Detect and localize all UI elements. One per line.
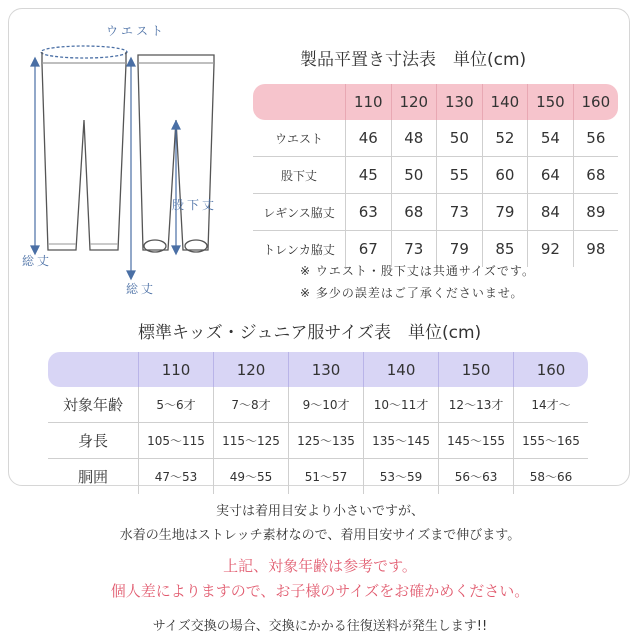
- table-row: [253, 120, 618, 157]
- row-label: 胴囲: [48, 459, 139, 495]
- size-header: 160: [573, 84, 618, 120]
- message-exchange-shipping: サイズ交換の場合、交換にかかる往復送料が発生します!!: [152, 619, 488, 634]
- table-cell: 54: [528, 120, 574, 157]
- table-cell: 47〜53: [139, 459, 214, 495]
- kids-table-title: 標準キッズ・ジュニア服サイズ表 単位(cm): [138, 323, 482, 343]
- table-row: [48, 423, 588, 459]
- table-cell: 55: [437, 157, 483, 194]
- table-row: [253, 194, 618, 231]
- table-cell: 79: [482, 194, 528, 231]
- table-cell: 51〜57: [289, 459, 364, 495]
- size-header: 130: [289, 352, 364, 387]
- size-header: 130: [437, 84, 483, 120]
- table-cell: 60: [482, 157, 528, 194]
- table-cell: 73: [437, 194, 483, 231]
- table-header-row: [253, 84, 618, 120]
- table-row: [48, 387, 588, 423]
- row-label: 股下丈: [253, 157, 346, 194]
- table-cell: 56: [573, 120, 618, 157]
- inseam-label: 股下丈: [172, 198, 218, 212]
- note-tolerance: ※ 多少の誤差はご了承くださいませ。: [300, 286, 524, 300]
- table-cell: 98: [573, 231, 618, 268]
- size-header: 110: [346, 84, 392, 120]
- header-blank: [253, 84, 346, 120]
- table-cell: 50: [391, 157, 437, 194]
- size-header: 120: [214, 352, 289, 387]
- table-cell: 155〜165: [514, 423, 588, 459]
- table-cell: 84: [528, 194, 574, 231]
- row-label: ウエスト: [253, 120, 346, 157]
- table-cell: 12〜13才: [439, 387, 514, 423]
- table-cell: 45: [346, 157, 392, 194]
- leggings-illustration: [41, 46, 127, 250]
- row-label: 対象年齢: [48, 387, 139, 423]
- total-length-label-right: 総丈: [126, 282, 157, 296]
- table-cell: 92: [528, 231, 574, 268]
- table-cell: 7〜8才: [214, 387, 289, 423]
- table-cell: 46: [346, 120, 392, 157]
- size-header: 150: [439, 352, 514, 387]
- table-cell: 89: [573, 194, 618, 231]
- table-cell: 73: [391, 231, 437, 268]
- table-cell: 9〜10才: [289, 387, 364, 423]
- table-row: [48, 459, 588, 495]
- waist-label: ウエスト: [106, 24, 167, 38]
- measurement-arrows: [31, 58, 180, 279]
- table-cell: 115〜125: [214, 423, 289, 459]
- table-cell: 135〜145: [364, 423, 439, 459]
- table-cell: 125〜135: [289, 423, 364, 459]
- table-cell: 10〜11才: [364, 387, 439, 423]
- header-blank: [48, 352, 139, 387]
- product-size-table: [253, 84, 618, 267]
- kids-size-table: [48, 352, 588, 494]
- message-stretch: 水着の生地はストレッチ素材なので、着用目安サイズまで伸びます。: [119, 528, 521, 543]
- total-length-label-left: 総丈: [22, 254, 53, 268]
- table-cell: 68: [391, 194, 437, 231]
- note-common-size: ※ ウエスト・股下丈は共通サイズです。: [300, 264, 535, 278]
- size-header: 150: [528, 84, 574, 120]
- size-header: 110: [139, 352, 214, 387]
- table-cell: 50: [437, 120, 483, 157]
- table-cell: 145〜155: [439, 423, 514, 459]
- table-cell: 105〜115: [139, 423, 214, 459]
- size-header: 120: [391, 84, 437, 120]
- table-cell: 64: [528, 157, 574, 194]
- row-label: レギンス脇丈: [253, 194, 346, 231]
- table-cell: 67: [346, 231, 392, 268]
- size-header: 140: [482, 84, 528, 120]
- table-cell: 56〜63: [439, 459, 514, 495]
- table-cell: 58〜66: [514, 459, 588, 495]
- size-header: 160: [514, 352, 588, 387]
- message-age-reference: 上記、対象年齢は参考です。: [223, 557, 417, 575]
- table-cell: 53〜59: [364, 459, 439, 495]
- table-cell: 85: [482, 231, 528, 268]
- table-cell: 63: [346, 194, 392, 231]
- table-cell: 52: [482, 120, 528, 157]
- table-header-row: [48, 352, 588, 387]
- table-cell: 48: [391, 120, 437, 157]
- message-check-size: 個人差によりますので、お子様のサイズをお確かめください。: [110, 582, 530, 600]
- message-actual-size: 実寸は着用目安より小さいですが、: [215, 504, 424, 519]
- table-cell: 5〜6才: [139, 387, 214, 423]
- table-cell: 14才〜: [514, 387, 588, 423]
- size-header: 140: [364, 352, 439, 387]
- row-label: 身長: [48, 423, 139, 459]
- row-label: トレンカ脇丈: [253, 231, 346, 268]
- table-cell: 49〜55: [214, 459, 289, 495]
- product-table-title: 製品平置き寸法表 単位(cm): [300, 50, 527, 70]
- table-cell: 79: [437, 231, 483, 268]
- table-cell: 68: [573, 157, 618, 194]
- table-row: [253, 157, 618, 194]
